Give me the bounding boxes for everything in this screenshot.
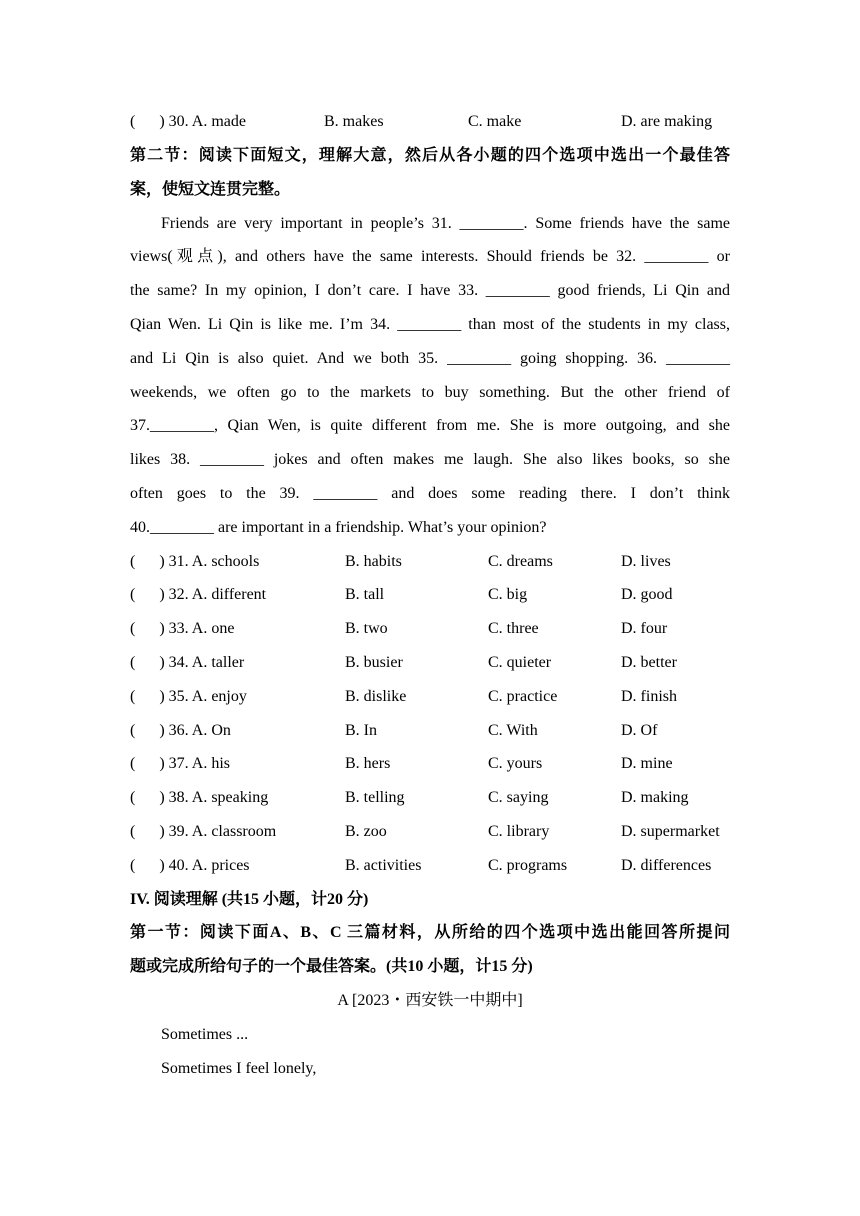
question-number: ( ) 32. A. different <box>130 586 267 603</box>
option-c: C. With <box>488 722 538 739</box>
passage-line: likes 38. ________ jokes and often makes me laugh. She also likes books, so she <box>130 451 730 468</box>
passage-line: Friends are very important in people’s 31. ________. Some friends have the same <box>161 215 730 232</box>
option-b: B. dislike <box>345 688 407 705</box>
option-b: B. busier <box>345 654 403 671</box>
question-37 <box>130 754 750 774</box>
part4-section1-line2: 题或完成所给句子的一个最佳答案。(共10 小题，计15 分) <box>130 958 533 975</box>
passage-line: often goes to the 39. ________ and does some reading there. I don’t think <box>130 485 730 502</box>
question-number: ( ) 35. A. enjoy <box>130 688 247 705</box>
question-number: ( ) 33. A. one <box>130 620 235 637</box>
passage-line: weekends, we often go to the markets to buy something. But the other friend of <box>130 384 730 401</box>
part4-section1-line1: 第一节：阅读下面A、B、C 三篇材料，从所给的四个选项中选出能回答所提问 <box>130 924 730 941</box>
section2-title-line1: 第二节：阅读下面短文，理解大意，然后从各小题的四个选项中选出一个最佳答 <box>130 147 730 164</box>
option-c: C. three <box>488 620 539 637</box>
option-c: C. quieter <box>488 654 552 671</box>
part4-title: IV. 阅读理解 (共15 小题，计20 分) <box>130 891 369 908</box>
question-number: ( ) 37. A. his <box>130 755 230 772</box>
passage-line: and Li Qin is also quiet. And we both 35. ________ going shopping. 36. ________ <box>130 350 730 367</box>
question-36 <box>130 721 750 741</box>
option-b: B. In <box>345 722 377 739</box>
passage-line: the same? In my opinion, I don’t care. I have 33. ________ good friends, Li Qin and <box>130 282 730 299</box>
option-c: C. big <box>488 586 528 603</box>
question-number: ( ) 38. A. speaking <box>130 789 269 806</box>
option-b: B. zoo <box>345 823 387 840</box>
option-d: D. making <box>621 789 689 806</box>
option-d: D. supermarket <box>621 823 720 840</box>
option-d: D. differences <box>621 857 712 874</box>
poem-line: Sometimes I feel lonely, <box>161 1060 317 1077</box>
section2-title-line2: 案，使短文连贯完整。 <box>130 181 291 198</box>
option-b: B. two <box>345 620 388 637</box>
question-number: ( ) 39. A. classroom <box>130 823 277 840</box>
option-b: B. habits <box>345 553 402 570</box>
option-d: D. mine <box>621 755 673 772</box>
question-number: ( ) 34. A. taller <box>130 654 245 671</box>
question-33 <box>130 619 750 639</box>
option-b: B. telling <box>345 789 405 806</box>
question-32 <box>130 585 750 605</box>
question-35 <box>130 687 750 707</box>
question-number: ( ) 31. A. schools <box>130 553 260 570</box>
option-b: B. makes <box>324 113 384 130</box>
option-c: C. saying <box>488 789 549 806</box>
option-c: C. programs <box>488 857 568 874</box>
question-38 <box>130 788 750 808</box>
question-30 <box>130 112 750 132</box>
option-d: D. four <box>621 620 668 637</box>
question-number: ( ) 40. A. prices <box>130 857 250 874</box>
passage-a-header: A [2023・西安铁一中期中] <box>337 992 523 1009</box>
option-d: D. lives <box>621 553 671 570</box>
option-d: D. good <box>621 586 673 603</box>
option-b: B. tall <box>345 586 385 603</box>
question-40 <box>130 856 750 876</box>
option-d: D. are making <box>621 113 713 130</box>
option-c: C. practice <box>488 688 558 705</box>
question-39 <box>130 822 750 842</box>
passage-line: 40.________ are important in a friendship. What’s your opinion? <box>130 519 547 536</box>
passage-line: 37.________, Qian Wen, is quite different from me. She is more outgoing, and she <box>130 417 730 434</box>
question-number: ( ) 36. A. On <box>130 722 231 739</box>
question-31 <box>130 552 750 572</box>
option-c: C. yours <box>488 755 543 772</box>
passage-line: Qian Wen. Li Qin is like me. I’m 34. ________ than most of the students in my class, <box>130 316 730 333</box>
passage-line: views(观点), and others have the same interests. Should friends be 32. ________ or <box>130 248 730 265</box>
option-c: C. library <box>488 823 550 840</box>
option-b: B. hers <box>345 755 391 772</box>
question-34 <box>130 653 750 673</box>
poem-line: Sometimes ... <box>161 1026 249 1043</box>
option-c: C. make <box>468 113 522 130</box>
option-b: B. activities <box>345 857 422 874</box>
option-d: D. better <box>621 654 677 671</box>
question-30-number: ( ) 30. A. made <box>130 113 246 130</box>
option-d: D. finish <box>621 688 677 705</box>
option-c: C. dreams <box>488 553 553 570</box>
option-d: D. Of <box>621 722 658 739</box>
